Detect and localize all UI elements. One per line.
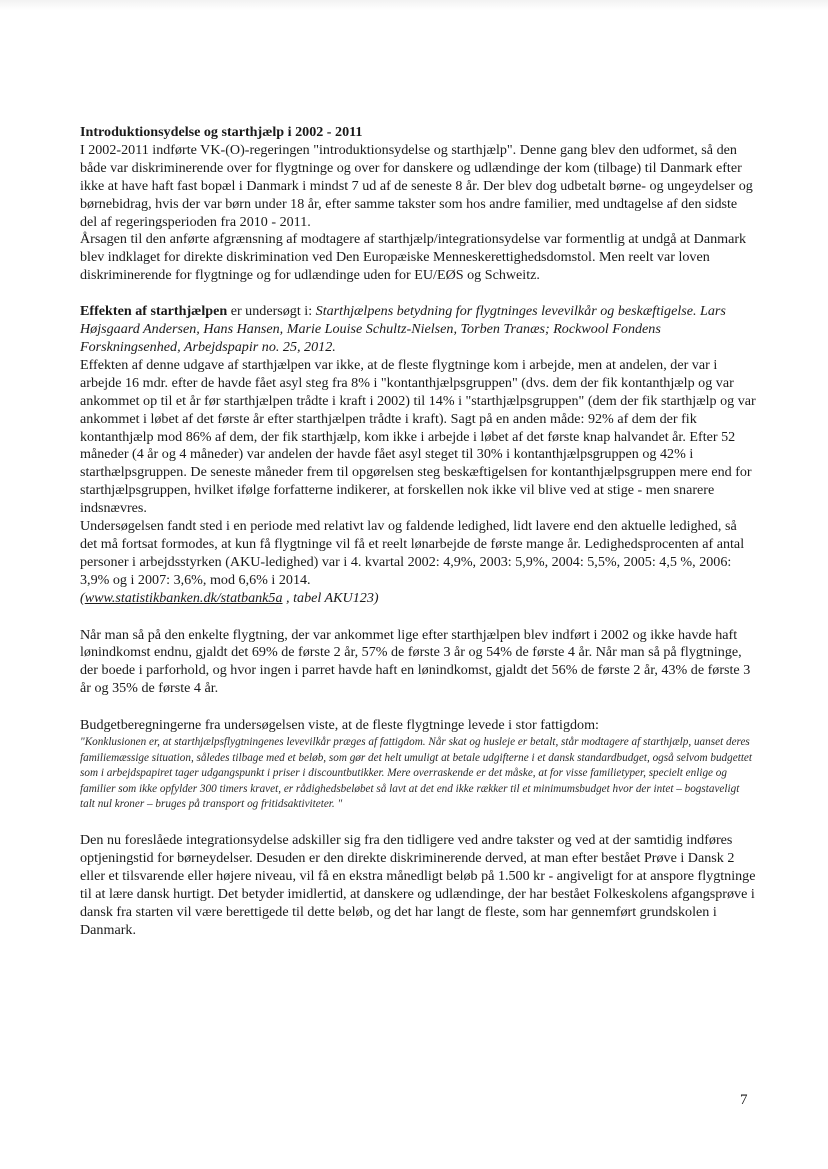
statistikbanken-link[interactable]: www.statistikbanken.dk/statbank5a xyxy=(84,589,283,606)
heading-text: Introduktionsydelse og starthjælp i 2002 - 2011 xyxy=(80,124,363,140)
paragraph-integrationsydelse: Den nu foreslåede integrationsydelse adskiller sig fra den tidligere ved andre takster og ved at der samtidig indføres optjeningstid for børneydelser. Desuden er den direkte diskriminerende derved, at man efter bestået Prøve i Dansk 2 eller et tilsvarende eller højere niveau, vil få en ekstra månedligt beløb på 1.500 kr - angiveligt for at anspore flygtninge til at lære dansk hurtigt. Det betyder imidlertid, at danskere og udlændinge, der har bestået Folkeskolens afgangsprøve i dansk fra starten vil være berettigede til dette beløb, og det har langt de fleste, som har gennemført grundskolen i Danmark. xyxy=(80,832,756,938)
paragraph-undersoegelsen xyxy=(80,518,756,608)
paragraph-enkelte-flygtning: Når man så på den enkelte flygtning, der var ankommet lige efter starthjælpen blev indført i 2002 og ikke havde haft lønindkomst endnu, gjaldt det 69% de første 2 år, 57% de første 3 år og 54% de første 4 år. Når man så på flygtninge, der boede i parforhold, og hvor ingen i parret havde haft en lønindkomst, gjaldt det 56% de første 2 år, 43% de første 3 år og 35% de første 4 år. xyxy=(80,626,751,697)
paragraph-introduktion: I 2002-2011 indførte VK-(O)-regeringen "introduktionsydelse og starthjælp". Denne gang blev den udformet, så den både var diskriminerende over for flygtninge og over for danskere og udlændinge der kom (tilbage) til Danmark efter ikke at have haft fast bopæl i Danmark i mindst 7 ud af de seneste 8 år. Der blev dog udbetalt børne- og ungeydelser og børnebidrag, hvis der var børn under 18 år, efter samme takster som hos andre familier, med undtagelse af den sidste del af regeringsperioden fra 2010 - 2011. xyxy=(80,141,753,230)
paragraph-budgetberegninger: Budgetberegningerne fra undersøgelsen viste, at de fleste flygtninge levede i stor fattigdom: xyxy=(80,717,599,734)
page-number: 7 xyxy=(740,1092,748,1108)
paragraph-spacer xyxy=(80,285,756,303)
paragraph-effekten-body: Effekten af denne udgave af starthjælpen var ikke, at de fleste flygtninge kom i arbejde, men at andelen, der var i arbejde 16 mdr. efter de havde fået asyl steg fra 8% i "kontanthjælpsgruppen" (dvs. dem der fik kontanthjælp og var ankommet op til et år før starthjælpen trådte i kraft i 2002) til 14% i "starthjælpsgruppen" (dem der fik starthjælp og var ankommet i løbet af det første år efter starthjælpen trådte i kraft). Sagt på en anden måde: 92% af dem der fik kontanthjælp mod 86% af dem, der fik starthjælp, kom ikke i arbejde i løbet af det første knap halvandet år. Efter 52 måneder (4 år og 4 måneder) var andelen der havde fået asyl steget til 30% i kontanthjælpsgruppen og 42% i starthælpsgruppen. De seneste måneder frem til opgørelsen steg beskæftigelsen for kontanthjælpsgruppen mere end for starthjælpsgruppen, hvilket ifølge forfatterne indikerer, at forskellen nok ikke vil blive ved at stige - men snarere indsnævres. xyxy=(80,356,756,517)
effekten-bold-lead: Effekten af starthjælpen xyxy=(80,303,228,320)
paragraph-spacer xyxy=(80,813,756,832)
undersoegelsen-text: Undersøgelsen fandt sted i en periode med relativt lav og faldende ledighed, lidt lavere end den aktuelle ledighed, så det må fortsat formodes, at kun få flygtninge vil få et reelt lønarbejde de første mange år. Ledighedsprocenten af antal personer i arbejdsstyrken (AKU-ledighed) var i 4. kvartal 2002: 4,9%, 2003: 5,9%, 2004: 5,5%, 2005: 4,5 %, 2006: 3,9% og i 2007: 3,6%, mod 6,6% i 2014. xyxy=(80,518,745,588)
paragraph-aarsagen: Årsagen til den anførte afgrænsning af modtagere af starthjælp/integrationsydelse var formentlig at undgå at Danmark blev indklaget for direkte diskrimination ved Den Europæiske Menneskerettighedsdomstol. Men reelt var loven diskriminerende for flygtninge og for udlændinge uden for EU/EØS og Schweitz. xyxy=(80,231,747,284)
paragraph-spacer xyxy=(80,608,756,627)
scan-top-edge xyxy=(0,0,828,10)
paragraph-spacer xyxy=(80,698,756,717)
citation-reference: Starthjælpens betydning for flygtninges levevilkår og beskæftigelse. Lars Højsgaard Andersen, Hans Hansen, Marie Louise Schultz-Nielsen, Torben Tranæs; Rockwool Fondens Forskningsenhed, Arbejdspapir no. 25, 2012. xyxy=(80,303,726,355)
page-content xyxy=(80,124,756,940)
effekten-lead-rest: er undersøgt i: xyxy=(227,303,316,320)
paragraph-effekten-lead xyxy=(80,303,756,357)
section-heading-introduktionsydelse xyxy=(80,124,756,142)
source-table-ref: , tabel AKU123) xyxy=(282,589,379,606)
source-open-paren: ( xyxy=(80,589,85,606)
quote-konklusionen: "Konklusionen er, at starthjælpsflygtningenes levevilkår præges af fattigdom. Når skat og husleje er betalt, står modtagere af starthjælp, uanset deres familiemæssige situation, således tilbage med et beløb, som gør det helt umuligt at betale udgifterne i et dansk standardbudget, også selvom budgettet som i arbejdspapiret tager udgangspunkt i priser i discountbutikker. Mere overraskende er det måske, at for visse familietyper, specielt enlige og familier som ikke opfylder 300 timers kravet, er rådighedsbeløbet så lavt at det end ikke rækker til et minimumsbudget hvor der intet – bogstaveligt talt nul kroner – bruges på transport og fritidsaktiviteter. " xyxy=(80,736,752,811)
